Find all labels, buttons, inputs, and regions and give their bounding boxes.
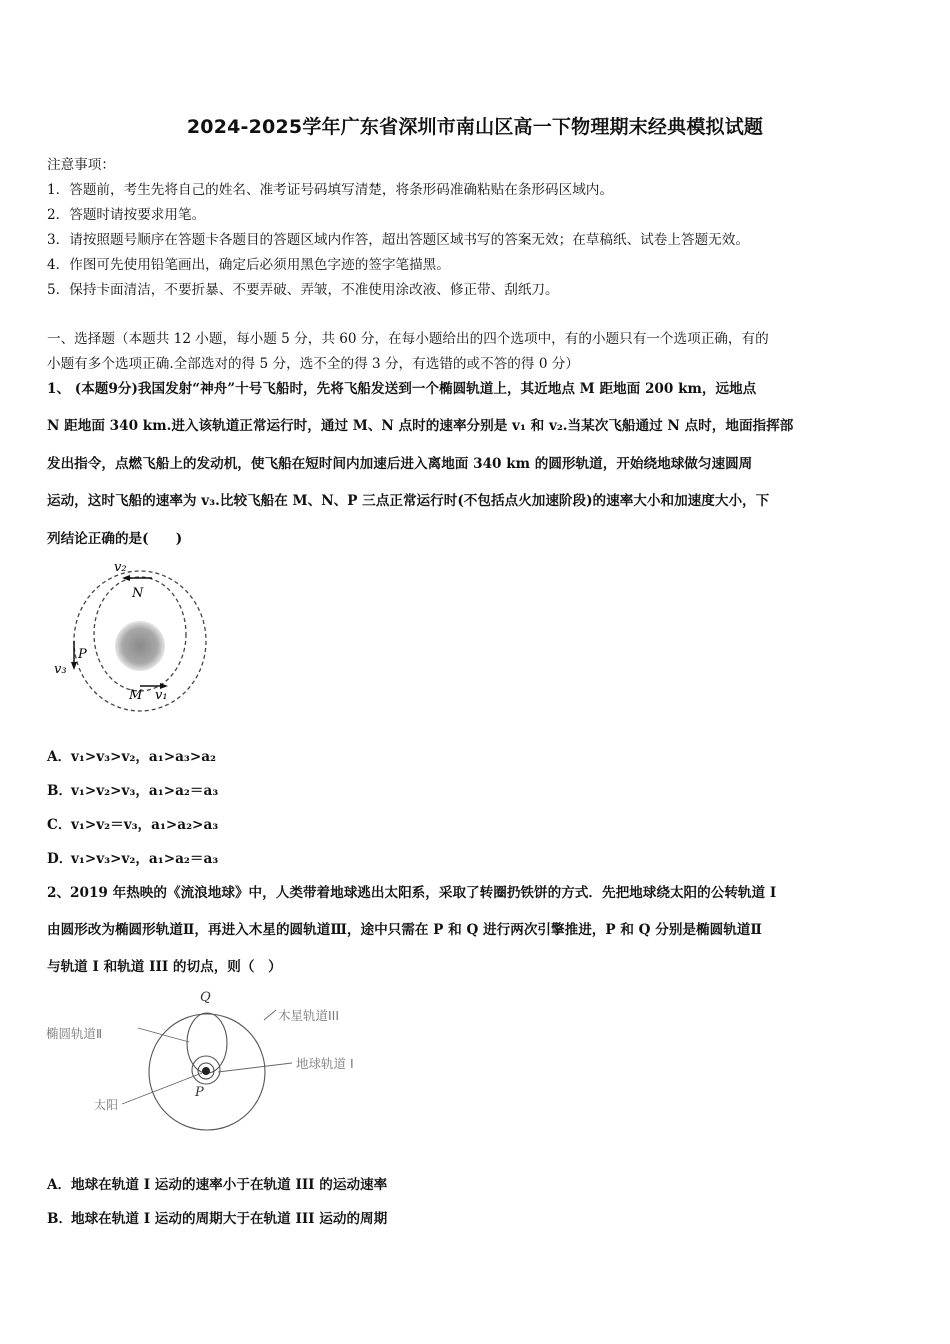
option-letter: B． <box>47 1211 73 1227</box>
q1-line-3: 发出指令，点燃飞船上的发动机，使飞船在短时间内加速后进入离地面 340 km 的圆形轨道，开始绕地球做匀速圆周 <box>47 456 753 472</box>
option-letter: D． <box>47 851 73 867</box>
q2-orbit-figure <box>44 984 394 1134</box>
option-text: v₁>v₃>v₂，a₁>a₃>a₂ <box>71 749 216 765</box>
q1-option-b[interactable] <box>47 779 218 799</box>
q1-line-4: 运动，这时飞船的速率为 v₃.比较飞船在 M、N、P 三点正常运行时(不包括点火加速阶段)的速率大小和加速度大小，下 <box>47 493 770 509</box>
section-header-line-2: 小题有多个选项正确.全部选对的得 5 分，选不全的得 3 分，有选错的或不答的得 0 分） <box>47 356 579 372</box>
sun-icon <box>202 1067 210 1075</box>
q1-line-2: N 距地面 340 km.进入该轨道正常运行时，通过 M、N 点时的速率分别是 v₁ 和 v₂.当某次飞船通过 N 点时，地面指挥部 <box>47 418 794 434</box>
q1-line-5: 列结论正确的是( ) <box>47 531 183 547</box>
option-letter: C． <box>47 817 72 833</box>
option-text: v₁>v₃>v₂，a₁>a₂＝a₃ <box>71 851 219 867</box>
v2-arrowhead-icon <box>122 575 130 581</box>
label-Q: Q <box>200 990 211 1005</box>
option-text: v₁>v₂＝v₃，a₁>a₂>a₃ <box>71 817 219 833</box>
notice-item-1: 1．答题前，考生先将自己的姓名、准考证号码填写清楚，将条形码准确粘贴在条形码区域内。 <box>47 182 613 198</box>
page-title: 2024-2025学年广东省深圳市南山区高一下物理期末经典模拟试题 <box>186 116 764 138</box>
q1-option-c[interactable] <box>47 813 218 833</box>
q1-option-a[interactable] <box>47 745 216 765</box>
notice-item-4: 4．作图可先使用铅笔画出，确定后必须用黑色字迹的签字笔描黑。 <box>47 257 450 273</box>
option-text: v₁>v₂>v₃，a₁>a₂＝a₃ <box>71 783 219 799</box>
label-P: P <box>78 647 87 662</box>
label-N: N <box>132 586 144 601</box>
notice-heading: 注意事项： <box>47 157 115 173</box>
label-v2: v₂ <box>114 560 127 575</box>
label-M: M <box>129 688 143 703</box>
q2-line-1: 2、2019 年热映的《流浪地球》中，人类带着地球逃出太阳系，采取了转圈扔铁饼的方式．先把地球绕太阳的公转轨道 I <box>47 885 777 901</box>
label-v3: v₃ <box>54 662 67 677</box>
q2-line-2: 由圆形改为椭圆形轨道Ⅱ，再进入木星的圆轨道Ⅲ，途中只需在 P 和 Q 进行两次引擎推进，P 和 Q 分别是椭圆轨道Ⅱ <box>47 922 762 938</box>
option-letter: A． <box>47 1177 72 1193</box>
v3-arrowhead-icon <box>71 662 77 670</box>
q2-line-3: 与轨道 I 和轨道 III 的切点，则（ ） <box>47 959 282 975</box>
notice-item-5: 5．保持卡面清洁，不要折暴、不要弄破、弄皱，不准使用涂改液、修正带、刮纸刀。 <box>47 282 559 298</box>
label-jupiter-orbit: 木星轨道III <box>278 1008 340 1023</box>
notice-item-2: 2．答题时请按要求用笔。 <box>47 207 206 223</box>
q2-option-b[interactable] <box>47 1207 387 1227</box>
option-text: 地球在轨道 I 运动的周期大于在轨道 III 运动的周期 <box>71 1211 388 1227</box>
label-ellipse-orbit: 椭圆轨道Ⅱ <box>46 1026 103 1041</box>
ellipse-leader-line <box>138 1028 189 1042</box>
option-text: 地球在轨道 I 运动的速率小于在轨道 III 的运动速率 <box>71 1177 388 1193</box>
earth-leader-line <box>218 1063 292 1072</box>
q2-option-a[interactable] <box>47 1173 387 1193</box>
sun-leader-line <box>122 1073 202 1104</box>
q1-option-d[interactable] <box>47 847 218 867</box>
notice-item-3: 3．请按照题号顺序在答题卡各题目的答题区域内作答，超出答题区域书写的答案无效；在草稿纸、试卷上答题无效。 <box>47 232 749 248</box>
label-v1: v₁ <box>155 688 168 703</box>
section-header-line-1: 一、选择题（本题共 12 小题，每小题 5 分，共 60 分，在每小题给出的四个选项中，有的小题只有一个选项正确，有的 <box>47 331 769 347</box>
label-earth-orbit: 地球轨道 I <box>296 1056 354 1071</box>
option-letter: B． <box>47 783 73 799</box>
label-sun: 太阳 <box>94 1098 119 1112</box>
q1-line-1: 1、 (本题9分)我国发射“神舟”十号飞船时，先将飞船发送到一个椭圆轨道上，其近地点 M 距地面 200 km，远地点 <box>47 381 757 397</box>
label-P: P <box>195 1085 204 1100</box>
option-letter: A． <box>47 749 72 765</box>
earth-icon <box>115 621 165 671</box>
jupiter-leader-line <box>264 1010 276 1020</box>
q1-orbit-figure <box>48 556 218 721</box>
